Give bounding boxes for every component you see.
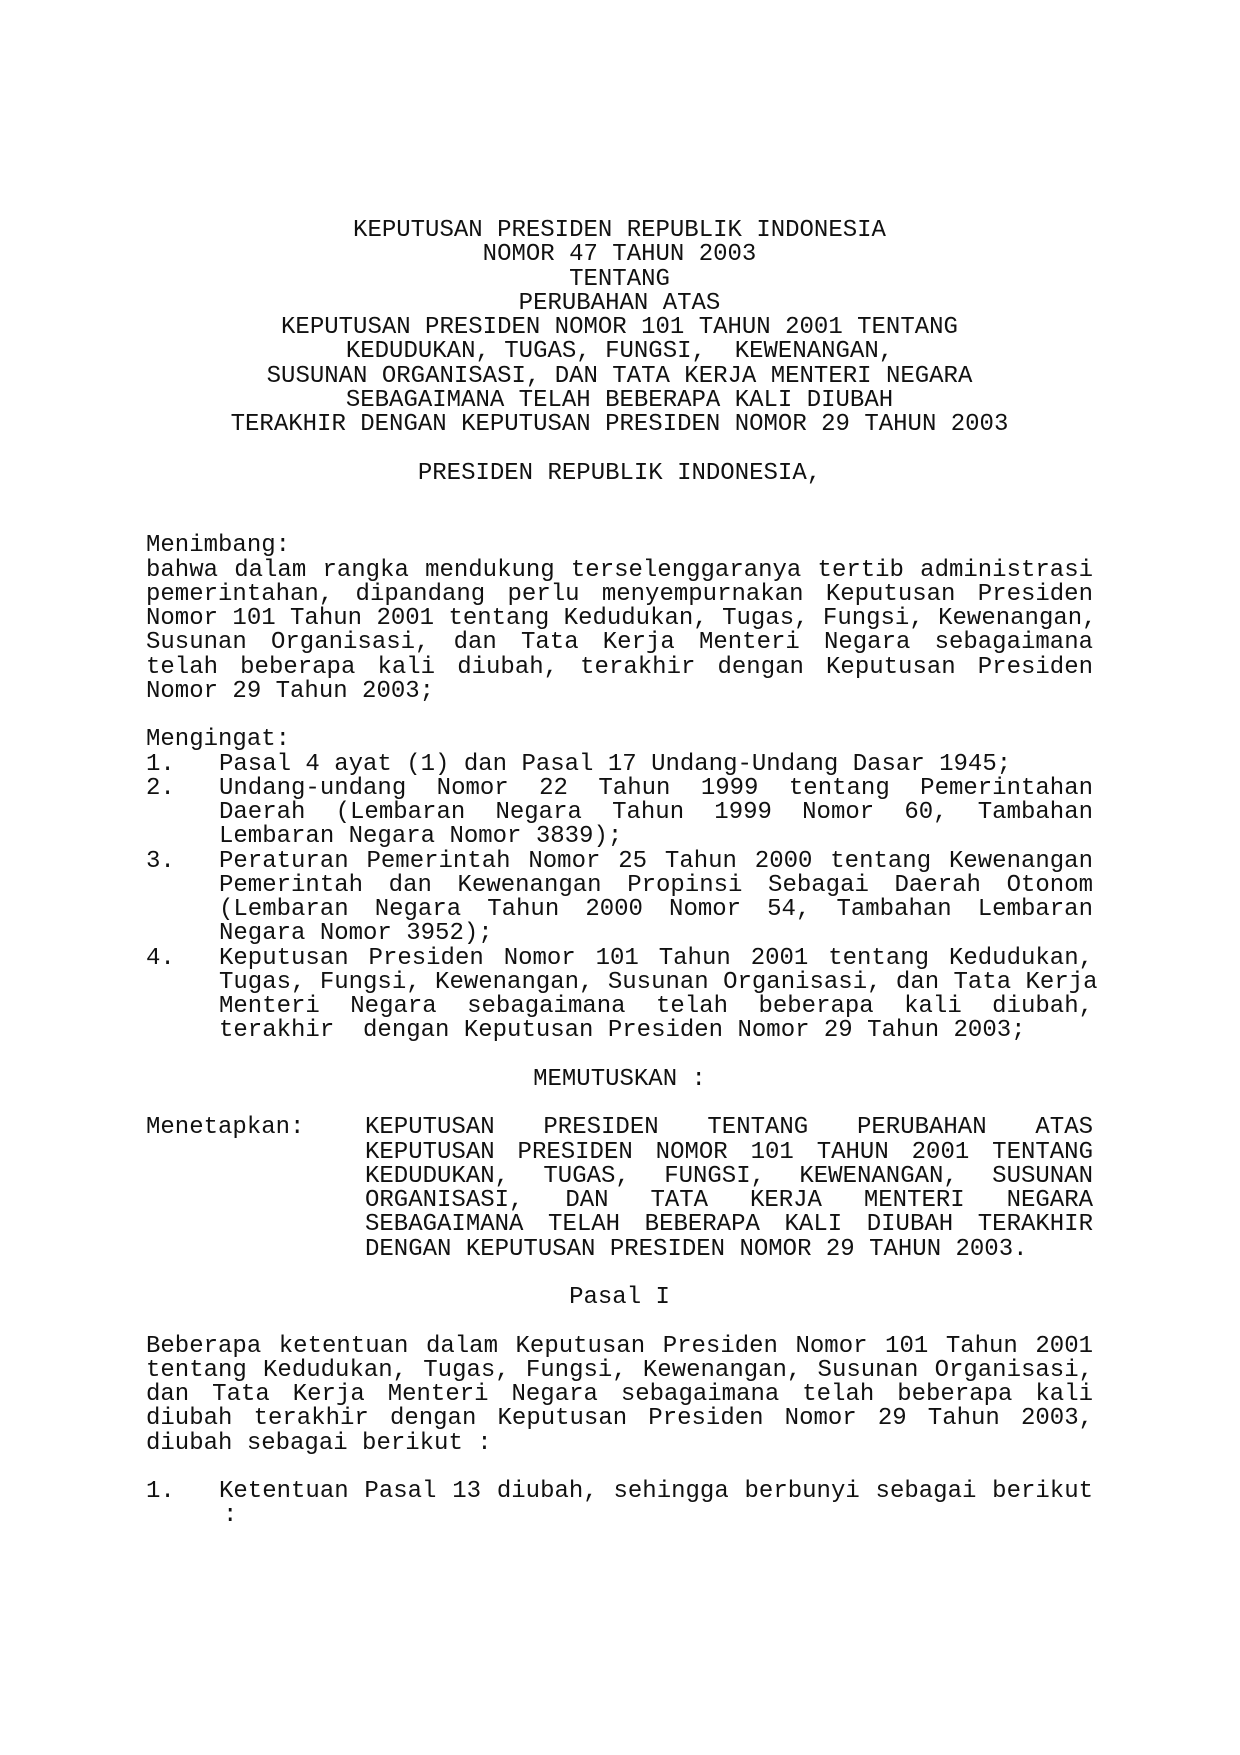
list-number: 1. — [146, 750, 175, 778]
list-item-line: terakhir dengan Keputusan Presiden Nomor 29 Tahun 2003; — [219, 1017, 1026, 1045]
list-number: 3. — [146, 847, 175, 875]
list-item-line: Menteri Negara sebagaimana telah beberapa kali diubah, — [219, 993, 1093, 1020]
president-heading — [146, 459, 1093, 487]
pasal-title: Pasal I — [569, 1284, 670, 1311]
list-item — [146, 847, 1093, 948]
title-line: SUSUNAN ORGANISASI, DAN TATA KERJA MENTERI NEGARA — [266, 362, 973, 390]
list-item-line: Ketentuan Pasal 13 diubah, sehingga berbunyi sebagai berikut — [219, 1478, 1093, 1505]
menetapkan-line: SEBAGAIMANA TELAH BEBERAPA KALI DIUBAH TERAKHIR — [365, 1211, 1093, 1239]
title-line: KEPUTUSAN PRESIDEN NOMOR 101 TAHUN 2001 TENTANG — [281, 314, 958, 341]
list-number: 4. — [146, 944, 175, 972]
paragraph-line: Nomor 29 Tahun 2003; — [146, 677, 435, 705]
paragraph-line: pemerintahan, dipandang perlu menyempurnakan Keputusan Presiden — [146, 580, 1093, 608]
list-item-line: Negara Nomor 3952); — [219, 920, 493, 948]
list-item-line: Pemerintah dan Kewenangan Propinsi Sebagai Daerah Otonom — [219, 871, 1093, 899]
list-item-line: Undang-undang Nomor 22 Tahun 1999 tentang Pemerintahan — [219, 774, 1093, 802]
document-title — [146, 219, 1093, 437]
title-line: KEPUTUSAN PRESIDEN REPUBLIK INDONESIA — [353, 217, 886, 244]
list-number: 1. — [146, 1478, 175, 1505]
list-item-line: Peraturan Pemerintah Nomor 25 Tahun 2000 tentang Kewenangan — [219, 847, 1093, 875]
list-item-colon: : — [223, 1502, 238, 1530]
menetapkan-line: ORGANISASI, DAN TATA KERJA MENTERI NEGARA — [365, 1187, 1093, 1214]
title-line: TERAKHIR DENGAN KEPUTUSAN PRESIDEN NOMOR 29 TAHUN 2003 — [230, 411, 1009, 438]
pasal-heading — [146, 1286, 1093, 1310]
list-item-line: Pasal 4 ayat (1) dan Pasal 17 Undang-Undang Dasar 1945; — [219, 750, 1012, 778]
list-item — [146, 774, 1093, 851]
paragraph-line: dan Tata Kerja Menteri Negara sebagaimana telah beberapa kali — [146, 1381, 1093, 1408]
section-heading: Mengingat: — [146, 726, 291, 754]
list-item-line: (Lembaran Negara Tahun 2000 Nomor 54, Tambahan Lembaran — [219, 896, 1093, 923]
menimbang-section — [146, 532, 1097, 705]
title-line: TENTANG — [569, 265, 670, 293]
pasal-paragraph — [146, 1332, 1093, 1457]
list-item — [146, 1480, 1093, 1529]
section-heading: Menimbang: — [146, 532, 291, 560]
menetapkan-label: Menetapkan: — [146, 1114, 305, 1142]
list-item — [146, 750, 1093, 778]
list-item-line: Lembaran Negara Nomor 3839); — [219, 823, 623, 851]
list-item-line: Tugas, Fungsi, Kewenangan, Susunan Organisasi, dan Tata Kerja — [219, 968, 1098, 996]
paragraph-line: Susunan Organisasi, dan Tata Kerja Menteri Negara sebagaimana — [146, 629, 1093, 657]
menetapkan-text — [365, 1116, 1093, 1262]
menetapkan-line: KEDUDUKAN, TUGAS, FUNGSI, KEWENANGAN, SUSUNAN — [365, 1162, 1093, 1190]
president-line: PRESIDEN REPUBLIK INDONESIA, — [417, 459, 822, 487]
title-line: PERUBAHAN ATAS — [518, 289, 721, 317]
list-number: 2. — [146, 774, 175, 802]
menetapkan-line: KEPUTUSAN PRESIDEN NOMOR 101 TAHUN 2001 TENTANG — [365, 1138, 1093, 1166]
list-item-line: Daerah (Lembaran Negara Tahun 1999 Nomor 60, Tambahan — [219, 799, 1093, 826]
paragraph-line: Beberapa ketentuan dalam Keputusan Presiden Nomor 101 Tahun 2001 — [146, 1332, 1093, 1360]
memutuskan-heading — [146, 1065, 1093, 1093]
pasal-item-1 — [146, 1480, 1093, 1529]
paragraph-line: tentang Kedudukan, Tugas, Fungsi, Kewenangan, Susunan Organisasi, — [146, 1356, 1093, 1384]
menetapkan-line: DENGAN KEPUTUSAN PRESIDEN NOMOR 29 TAHUN 2003. — [365, 1235, 1028, 1263]
paragraph-line: Nomor 101 Tahun 2001 tentang Kedudukan, Tugas, Fungsi, Kewenangan, — [146, 605, 1097, 632]
title-line: NOMOR 47 TAHUN 2003 — [482, 241, 757, 269]
paragraph-line: diubah sebagai berikut : — [146, 1429, 492, 1457]
mengingat-section — [146, 726, 1098, 1045]
title-line: KEDUDUKAN, TUGAS, FUNGSI, KEWENANGAN, — [345, 338, 894, 366]
menetapkan-line: KEPUTUSAN PRESIDEN TENTANG PERUBAHAN ATAS — [365, 1114, 1093, 1142]
list-item — [146, 944, 1098, 1045]
list-item-line: Keputusan Presiden Nomor 101 Tahun 2001 tentang Kedudukan, — [219, 944, 1093, 972]
paragraph-line: diubah terakhir dengan Keputusan Presiden Nomor 29 Tahun 2003, — [146, 1405, 1093, 1433]
memutuskan-line: MEMUTUSKAN : — [533, 1065, 706, 1093]
paragraph-line: telah beberapa kali diubah, terakhir dengan Keputusan Presiden — [146, 653, 1093, 681]
paragraph-line: bahwa dalam rangka mendukung terselenggaranya tertib administrasi — [146, 556, 1093, 584]
menetapkan-section — [146, 1116, 1093, 1262]
title-line: SEBAGAIMANA TELAH BEBERAPA KALI DIUBAH — [345, 386, 894, 414]
